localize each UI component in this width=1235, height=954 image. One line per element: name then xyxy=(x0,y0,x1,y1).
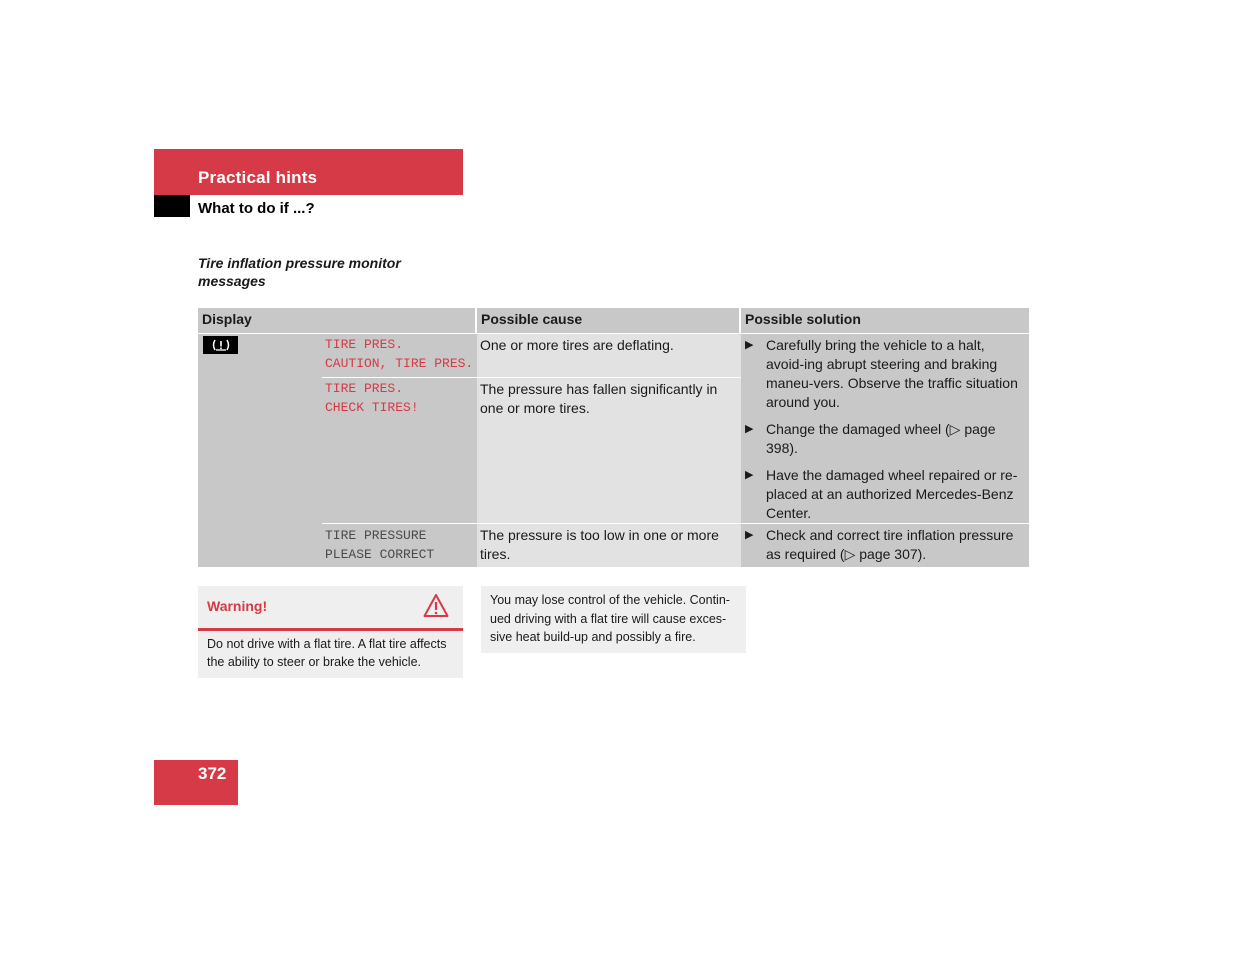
bullet-arrow-icon: ▶ xyxy=(745,529,754,541)
cause-cell-row3: The pressure is too low in one or more tires. xyxy=(477,524,741,567)
solution-item: ▶ Change the damaged wheel (▷ page 398). xyxy=(745,421,996,456)
header-cause: Possible cause xyxy=(477,308,741,333)
row-divider xyxy=(322,523,477,524)
solution-cell-rows1-2 xyxy=(741,334,1029,523)
display-message-row2: TIRE PRES. CHECK TIRES! xyxy=(325,381,419,415)
bullet-arrow-icon: ▶ xyxy=(745,469,754,481)
solution-item: ▶ Carefully bring the vehicle to a halt, avoid-ing abrupt steering and braking maneu-vers. Observe the traffic situation around you. xyxy=(745,337,1018,410)
warning-continuation-text: You may lose control of the vehicle. Contin-ued driving with a flat tire will cause exces-sive heat build-up and possibly a fire. xyxy=(490,593,730,644)
bullet-arrow-icon: ▶ xyxy=(745,339,754,351)
subsection-header: What to do if ...? xyxy=(198,200,315,217)
warning-text: Do not drive with a flat tire. A flat tire affects the ability to steer or brake the vehicle. xyxy=(207,637,447,669)
cause-cell-row1: One or more tires are deflating. xyxy=(477,334,741,377)
row-divider xyxy=(322,377,477,378)
tire-pressure-warning-icon xyxy=(203,336,238,354)
solution-cell-row3 xyxy=(741,524,1029,567)
cause-cell-row2: The pressure has fallen significantly in one or more tires. xyxy=(477,378,741,523)
warning-label: Warning! xyxy=(207,598,268,614)
display-message-row1: TIRE PRES. CAUTION, TIRE PRES. xyxy=(325,337,474,371)
section-header: Practical hints xyxy=(198,168,318,187)
header-divider xyxy=(739,308,741,333)
bullet-arrow-icon: ▶ xyxy=(745,423,754,435)
warning-triangle-icon xyxy=(423,593,449,619)
solution-item: ▶ Check and correct tire inflation pressure as required (▷ page 307). xyxy=(745,527,1014,562)
tire-messages-table xyxy=(198,308,1029,567)
header-divider xyxy=(475,308,477,333)
header-marker xyxy=(154,195,190,217)
header-solution: Possible solution xyxy=(741,308,1029,333)
header-display: Display xyxy=(198,308,477,333)
page-number: 372 xyxy=(198,764,227,783)
solution-item: ▶ Have the damaged wheel repaired or re-placed at an authorized Mercedes-Benz Center. xyxy=(745,467,1018,521)
warning-divider xyxy=(198,628,463,631)
display-message-row3: TIRE PRESSURE PLEASE CORRECT xyxy=(325,528,435,562)
section-title: Tire inflation pressure monitor messages xyxy=(198,255,401,289)
